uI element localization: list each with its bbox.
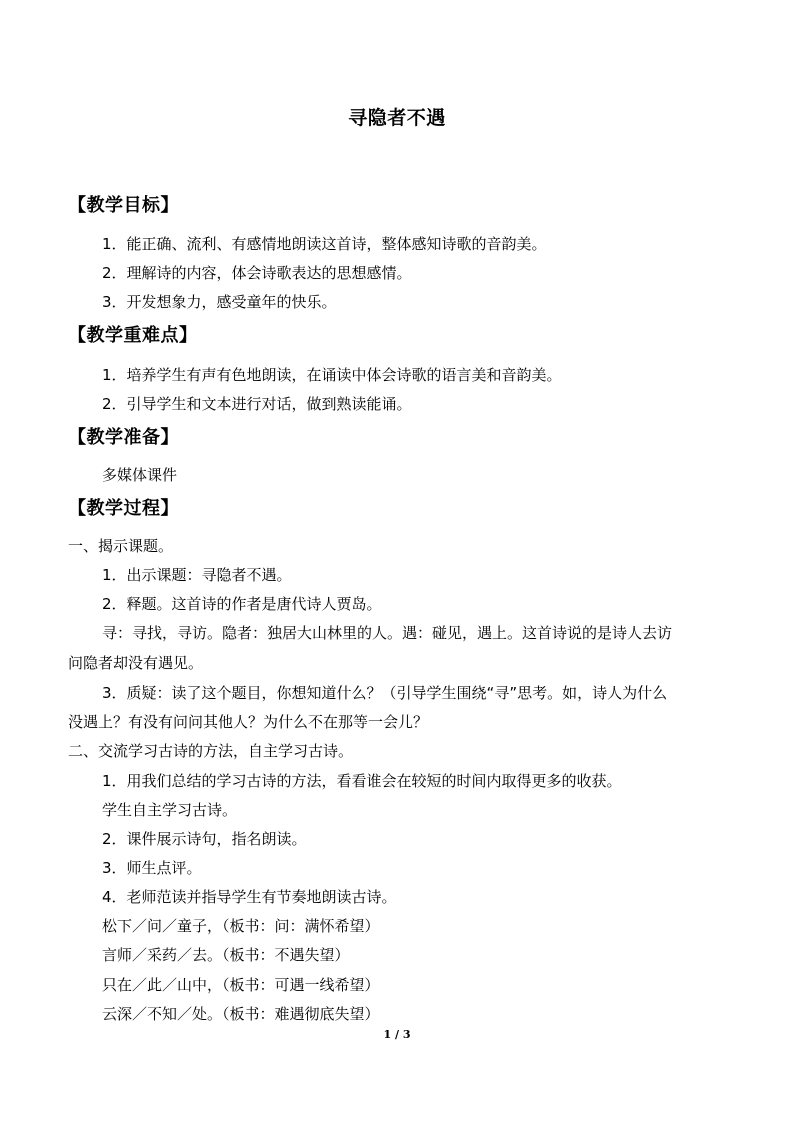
page-number: 1 / 3	[383, 1028, 411, 1041]
process-part1-explain: 寻：寻找，寻访。隐者：独居大山林里的人。遇：碰见，遇上。这首诗说的是诗人去访	[102, 624, 673, 642]
objective-item: 1．能正确、流利、有感情地朗读这首诗，整体感知诗歌的音韵美。	[102, 235, 547, 253]
process-part2-title: 二、交流学习古诗的方法，自主学习古诗。	[68, 742, 354, 760]
process-part1-item-cont: 没遇上？有没有问问其他人？为什么不在那等一会儿？	[68, 713, 429, 731]
process-part1-title: 一、揭示课题。	[68, 537, 174, 555]
key-point-item: 2．引导学生和文本进行对话，做到熟读能诵。	[102, 395, 412, 413]
poem-line: 云深／不知／处。（板书：难遇彻底失望）	[102, 1005, 380, 1023]
section-heading-objectives: 【教学目标】	[68, 195, 179, 216]
poem-line: 言师／采药／去。（板书：不遇失望）	[102, 946, 350, 964]
section-heading-process: 【教学过程】	[68, 498, 179, 519]
section-heading-key-points: 【教学重难点】	[68, 325, 198, 346]
process-part2-item: 4．老师范读并指导学生有节奏地朗读古诗。	[102, 888, 397, 906]
key-point-item: 1．培养学生有声有色地朗读，在诵读中体会诗歌的语言美和音韵美。	[102, 366, 562, 384]
process-part2-item: 3．师生点评。	[102, 859, 202, 877]
objective-item: 3．开发想象力，感受童年的快乐。	[102, 293, 337, 311]
process-part1-item: 1．出示课题：寻隐者不遇。	[102, 566, 292, 584]
preparation-text: 多媒体课件	[102, 466, 178, 484]
poem-line: 只在／此／山中，（板书：可遇一线希望）	[102, 976, 380, 994]
page-title: 寻隐者不遇	[348, 107, 446, 129]
objective-item: 2．理解诗的内容，体会诗歌表达的思想感情。	[102, 264, 412, 282]
section-heading-preparation: 【教学准备】	[68, 427, 179, 448]
process-part1-item: 3．质疑：读了这个题目，你想知道什么？（引导学生围绕“寻”思考。如，诗人为什么	[102, 684, 668, 702]
poem-line: 松下／问／童子，（板书：问：满怀希望）	[102, 917, 380, 935]
process-part2-text: 学生自主学习古诗。	[102, 801, 238, 819]
process-part1-explain-cont: 问隐者却没有遇见。	[68, 654, 204, 672]
process-part2-item: 2．课件展示诗句，指名朗读。	[102, 830, 307, 848]
process-part1-item: 2．释题。这首诗的作者是唐代诗人贾岛。	[102, 595, 382, 613]
process-part2-item: 1．用我们总结的学习古诗的方法，看看谁会在较短的时间内取得更多的收获。	[102, 772, 622, 790]
